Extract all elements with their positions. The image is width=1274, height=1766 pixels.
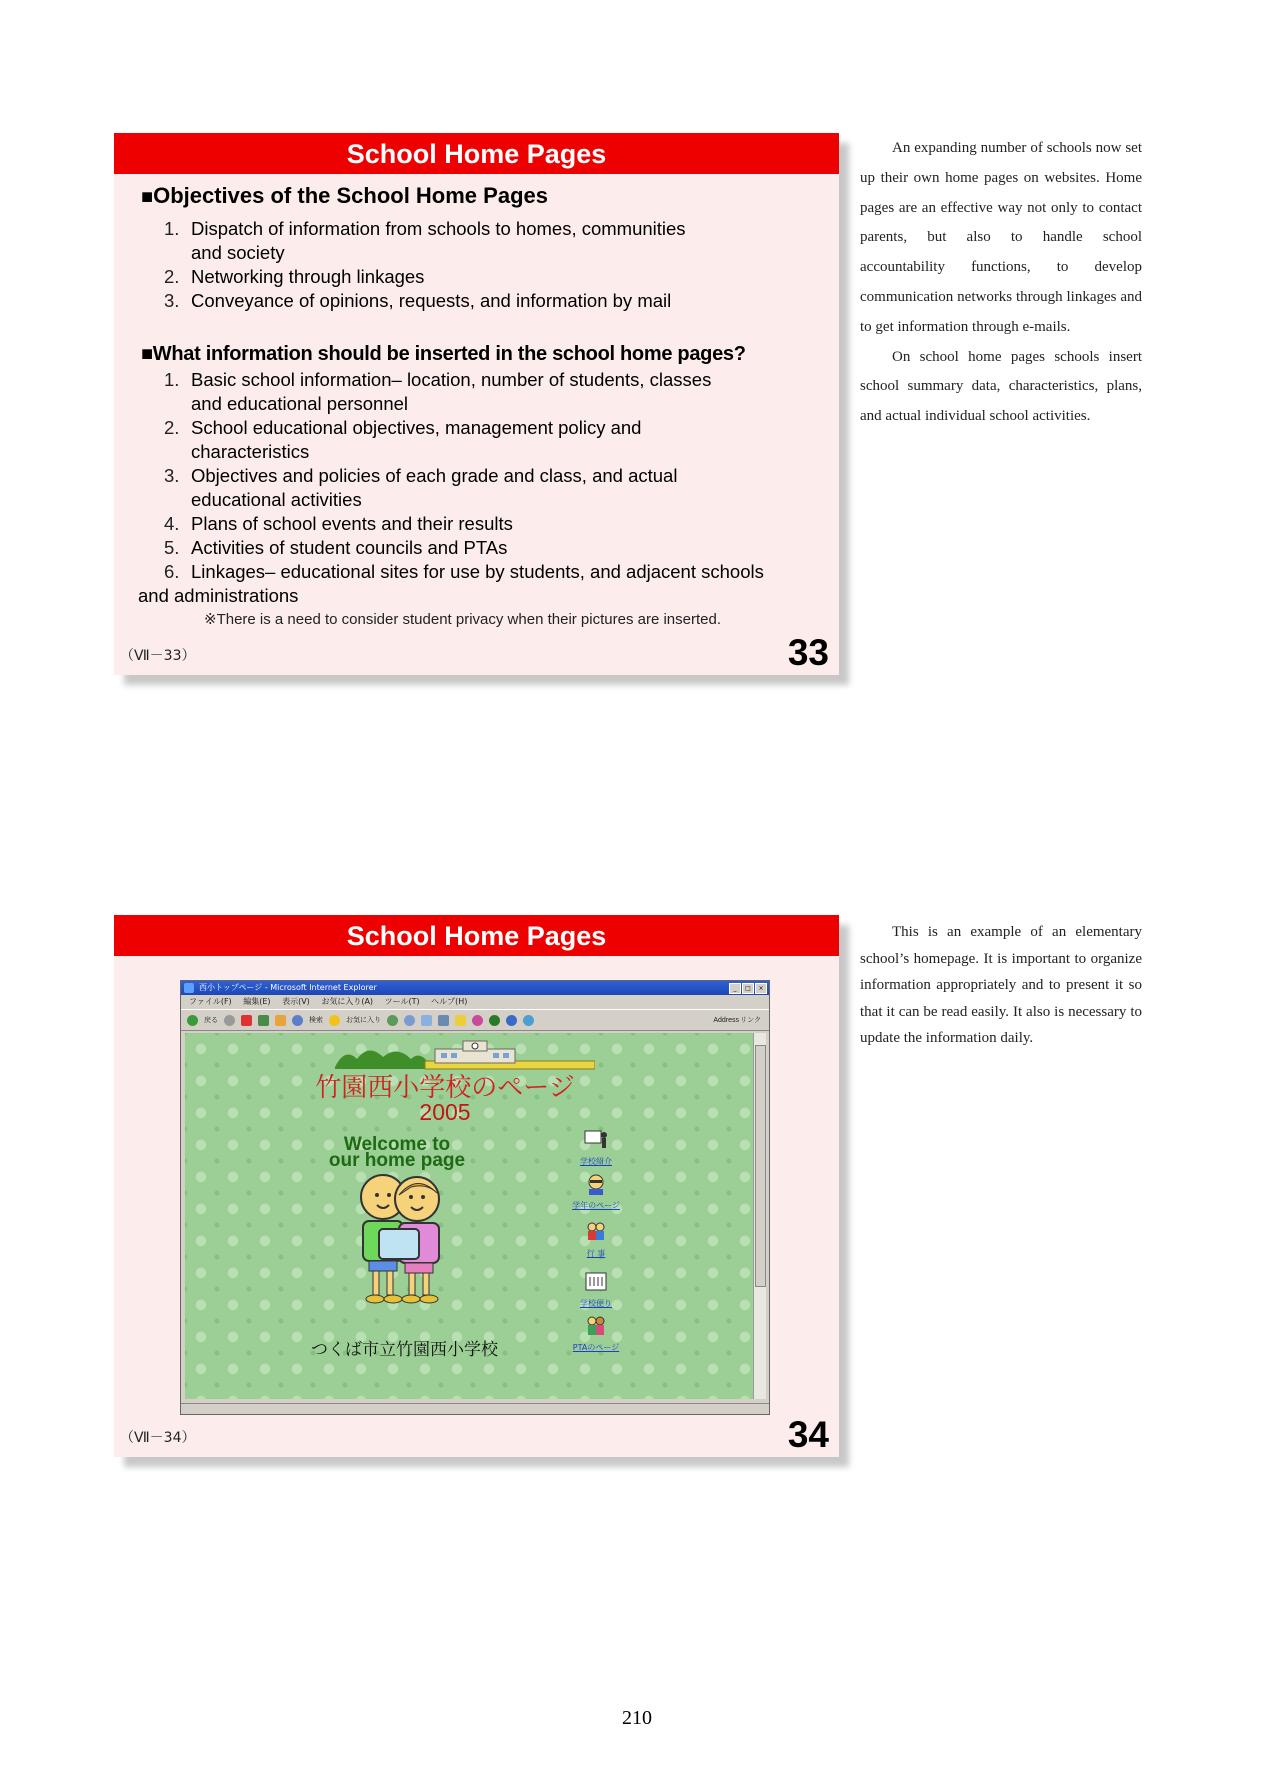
children-illustration	[351, 1173, 451, 1313]
print-icon[interactable]	[421, 1015, 432, 1026]
forward-icon[interactable]	[224, 1015, 235, 1026]
research-icon[interactable]	[506, 1015, 517, 1026]
list-item: 2. School educational objectives, management policy and	[164, 417, 642, 438]
menu-tools[interactable]: ツール(T)	[384, 997, 420, 1006]
list-item: 3. Objectives and policies of each grade and class, and actual	[164, 465, 678, 486]
section-heading-text: What information should be inserted in the school home pages?	[152, 343, 746, 365]
browser-titlebar	[181, 981, 769, 995]
nav-link-events[interactable]: 行 事	[570, 1221, 622, 1259]
parents-icon	[583, 1315, 609, 1337]
menu-help[interactable]: ヘルプ(H)	[431, 997, 468, 1006]
menu-view[interactable]: 表示(V)	[282, 997, 310, 1006]
favorites-label[interactable]: お気に入り	[346, 1016, 381, 1024]
paragraph: An expanding number of schools now set up their own home pages on websites. Home pages are an effective way not only to contact parents, but also to handle school accountability functions, to develop communication networks through linkages and to get information through e-mails.	[860, 140, 1142, 335]
teacher-board-icon	[583, 1129, 609, 1151]
mail-icon[interactable]	[404, 1015, 415, 1026]
window-title: 西小トップページ - Microsoft Internet Explorer	[199, 983, 377, 992]
minimize-icon[interactable]: _	[729, 983, 741, 994]
back-icon[interactable]	[187, 1015, 198, 1026]
menu-bar	[181, 995, 769, 1009]
paragraph: On school home pages schools insert school summary data, characteristics, plans, and actual individual school activities.	[860, 348, 1142, 425]
edit-icon[interactable]	[438, 1015, 449, 1026]
vertical-scrollbar[interactable]	[753, 1033, 766, 1399]
list-item: and society	[191, 242, 285, 263]
site-title: 竹園西小学校のページ	[315, 1073, 575, 1103]
menu-file[interactable]: ファイル(F)	[189, 997, 232, 1006]
search-label[interactable]: 検索	[309, 1016, 323, 1024]
address-label[interactable]: Address	[713, 1016, 739, 1024]
page-number: 210	[622, 1707, 652, 1729]
list-item: 6. Linkages– educational sites for use by students, and adjacent schools	[164, 561, 764, 582]
slide-33	[114, 133, 839, 675]
search-icon[interactable]	[292, 1015, 303, 1026]
paragraph: This is an example of an elementary school’s homepage. It is important to organize information appropriately and to present it so that it can be read easily. It also is necessary to update the information daily.	[860, 924, 1142, 1046]
webpage-viewport	[185, 1033, 753, 1399]
list-item: 2. Networking through linkages	[164, 266, 425, 287]
slide-title: School Home Pages	[114, 133, 839, 174]
refresh-icon[interactable]	[258, 1015, 269, 1026]
nav-link-grade-page[interactable]: 学年のページ	[570, 1173, 622, 1211]
square-bullet-icon: ■	[141, 186, 154, 208]
messenger-icon[interactable]	[472, 1015, 483, 1026]
discuss-icon[interactable]	[489, 1015, 500, 1026]
close-icon[interactable]: ×	[755, 983, 767, 994]
newsletter-icon	[583, 1271, 609, 1293]
stop-icon[interactable]	[241, 1015, 252, 1026]
list-item: educational activities	[191, 489, 362, 510]
maximize-icon[interactable]: □	[742, 983, 754, 994]
list-item: and educational personnel	[191, 393, 409, 414]
list-item: 1. Basic school information– location, number of students, classes	[164, 369, 712, 390]
nav-link-school-intro[interactable]: 学校紹介	[570, 1129, 622, 1167]
welcome-line-2: our home page	[328, 1150, 466, 1171]
home-icon[interactable]	[275, 1015, 286, 1026]
information-list	[164, 368, 764, 584]
media-icon[interactable]	[523, 1015, 534, 1026]
slide-reference: （Ⅶ－33）	[120, 648, 196, 664]
status-bar	[181, 1403, 769, 1414]
list-item: 1. Dispatch of information from schools to homes, communities	[164, 218, 686, 239]
cheering-kids-icon	[583, 1221, 609, 1243]
browser-toolbar	[181, 1009, 769, 1031]
scrollbar-thumb[interactable]	[755, 1045, 766, 1287]
back-label[interactable]: 戻る	[204, 1016, 218, 1024]
favorites-icon[interactable]	[329, 1015, 340, 1026]
list-continuation: and administrations	[138, 585, 299, 606]
list-item: 5. Activities of student councils and PTAs	[164, 537, 508, 558]
links-label[interactable]: リンク	[740, 1017, 761, 1024]
history-icon[interactable]	[387, 1015, 398, 1026]
browser-screenshot	[180, 980, 770, 1415]
welcome-message	[327, 1134, 467, 1171]
slide-number: 33	[787, 632, 829, 673]
list-item: characteristics	[191, 441, 310, 462]
ie-icon	[184, 983, 194, 993]
teacher-face-icon	[583, 1173, 609, 1195]
commentary-34	[860, 919, 1142, 1052]
school-name: つくば市立竹園西小学校	[311, 1340, 498, 1360]
commentary-33	[860, 134, 1142, 432]
slide-reference: （Ⅶ－34）	[120, 1430, 196, 1446]
welcome-line-1: Welcome to	[343, 1134, 451, 1155]
objectives-list	[164, 217, 686, 313]
site-year: 2005	[419, 1099, 471, 1125]
section-heading-information	[141, 343, 746, 366]
window-controls	[729, 983, 767, 994]
menu-favorites[interactable]: お気に入り(A)	[321, 997, 374, 1006]
section-heading-objectives	[141, 183, 548, 209]
list-item: 3. Conveyance of opinions, requests, and information by mail	[164, 290, 672, 311]
slide-34	[114, 915, 839, 1457]
square-bullet-icon: ■	[141, 343, 153, 365]
nav-link-pta-page[interactable]: PTAのページ	[570, 1315, 622, 1353]
list-item: 4. Plans of school events and their results	[164, 513, 513, 534]
folder-icon[interactable]	[455, 1015, 466, 1026]
slide-number: 34	[787, 1414, 829, 1455]
menu-edit[interactable]: 編集(E)	[243, 997, 271, 1006]
nav-link-newsletter[interactable]: 学校便り	[570, 1271, 622, 1309]
privacy-note: ※There is a need to consider student privacy when their pictures are inserted.	[204, 611, 722, 628]
section-heading-text: Objectives of the School Home Pages	[153, 183, 548, 208]
slide-title: School Home Pages	[114, 915, 839, 956]
